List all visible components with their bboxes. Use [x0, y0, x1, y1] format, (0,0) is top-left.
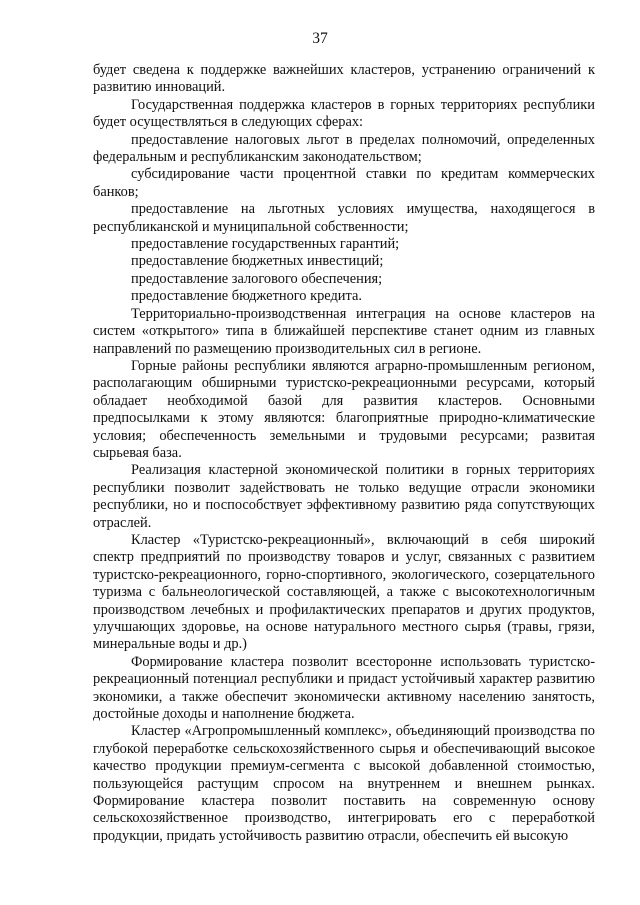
paragraph-support-intro: Государственная поддержка кластеров в горных территориях республики будет осуществляться в следующих сферах:	[93, 96, 595, 131]
list-item-budget-credit: предоставление бюджетного кредита.	[131, 288, 362, 305]
paragraph-tourism-cluster: Кластер «Туристско-рекреационный», включающий в себя широкий спектр предприятий по производству товаров и услуг, связанных с развитием туристско-рекреационного, горно-спортивного, экологического, созерцательного туризма с бальнеологической составляющей, а также с высокотехнологичным производством лечебных и профилактических препаратов и других продуктов, улучшающих здоровье, на основе натурального местного сырья (травы, грязи, минеральные воды и др.)	[93, 531, 595, 653]
paragraph-agro-cluster: Кластер «Агропромышленный комплекс», объединяющий производства по глубокой переработке сельскохозяйственного сырья и обеспечивающий высокое качество продукции премиум-сегмента с высокой добавленной стоимостью, пользующейся растущим спросом на внутреннем и внешнем рынках. Формирование кластера позволит поставить на современную основу сельскохозяйственное производство, интегрировать его с переработкой продукции, придать устойчивость развитию отрасли, обеспечить ей высокую	[93, 723, 595, 844]
page-body	[93, 62, 595, 845]
page-number: 37	[312, 30, 328, 47]
paragraph-continuation: будет сведена к поддержке важнейших кластеров, устранению ограничений к развитию инноваций.	[93, 62, 595, 96]
list-item-state-guarantees: предоставление государственных гарантий;	[131, 236, 400, 253]
list-item-interest-subsidy: субсидирование части процентной ставки по кредитам коммерческих банков;	[93, 166, 595, 200]
paragraph-cluster-policy: Реализация кластерной экономической политики в горных территориях республики позволит задействовать не только ведущие отрасли экономики республики, но и поспособствует эффективному развитию ряда сопутствующих отраслей.	[93, 462, 595, 531]
paragraph-tourism-cluster-benefits: Формирование кластера позволит всесторонне использовать туристско-рекреационный потенциал республики и придаст устойчивый характер развитию экономики, а также обеспечит экономически активному населению занятость, достойные доходы и наполнение бюджета.	[93, 653, 595, 723]
list-item-property: предоставление на льготных условиях имущества, находящегося в республиканской и муниципальной собственности;	[93, 201, 595, 235]
paragraph-territorial-integration: Территориально-производственная интеграция на основе кластеров на систем «открытого» типа в ближайшей перспективе станет одним из главных направлений по размещению производительных сил в регионе.	[93, 305, 595, 357]
paragraph-mountain-regions: Горные районы республики являются аграрно-промышленным регионом, располагающим обширными туристско-рекреационными ресурсами, который обладает необходимой базой для развития кластеров. Основными предпосылками к этому являются: благоприятные природно-климатические условия; обеспеченность земельными и трудовыми ресурсами; развитая сырьевая база.	[93, 357, 595, 461]
list-item-budget-investments: предоставление бюджетных инвестиций;	[131, 253, 384, 270]
list-item-tax-benefits: предоставление налоговых льгот в пределах полномочий, определенных федеральным и республиканским законодательством;	[93, 131, 595, 166]
list-item-collateral: предоставление залогового обеспечения;	[131, 270, 383, 287]
